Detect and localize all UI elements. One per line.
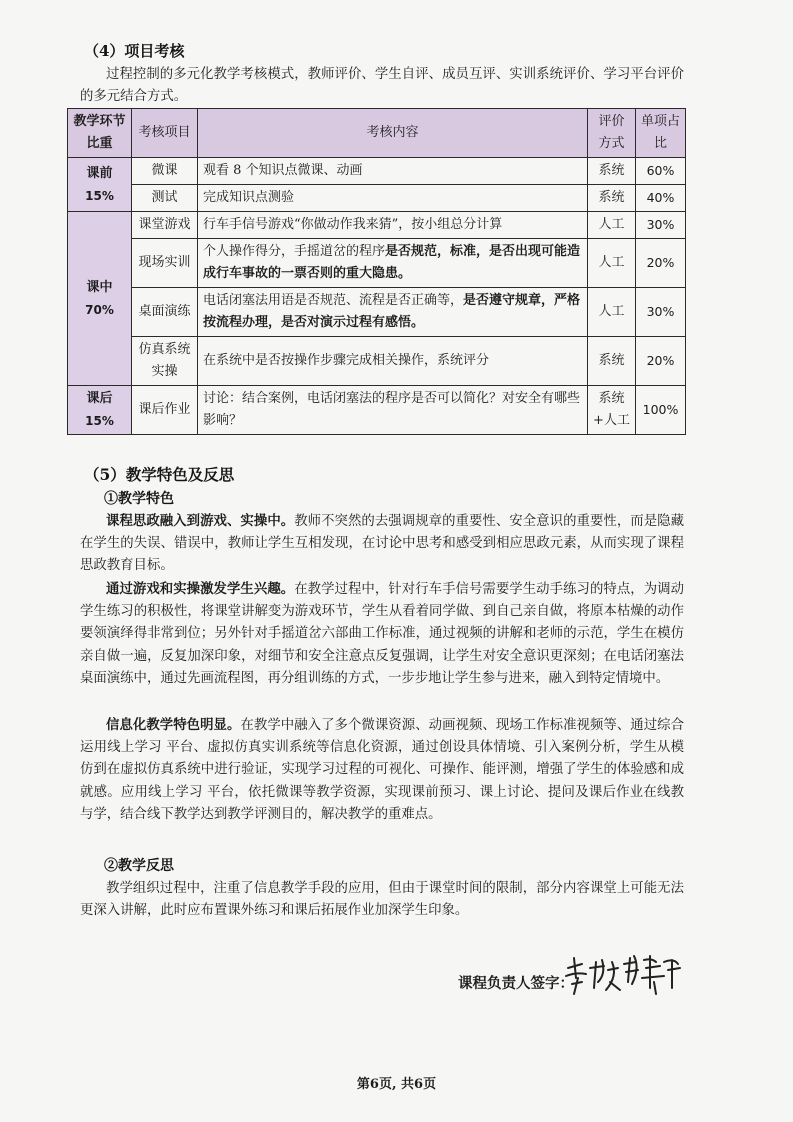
- row-method: 系统: [588, 158, 636, 185]
- paragraph-ideology: [80, 510, 684, 578]
- row-ratio: 60%: [636, 158, 686, 185]
- table-row: [68, 386, 686, 435]
- row-ratio: 20%: [636, 337, 686, 386]
- phase-mid-pct: 70%: [85, 302, 114, 317]
- phase-mid: [68, 212, 132, 386]
- handwritten-signature: [560, 948, 690, 998]
- signature-label: 课程负责人签字：: [458, 975, 574, 992]
- paragraph-interest: [80, 578, 684, 690]
- row-item: 测试: [132, 185, 198, 212]
- phase-pre-name: 课前: [86, 165, 113, 181]
- row-content-plain: 电话闭塞法用语是否规范、流程是否正确等，: [203, 293, 464, 308]
- section4-title: （4）项目考核: [84, 42, 185, 60]
- row-method: 系统+人工: [588, 386, 636, 435]
- table-row: [68, 288, 686, 337]
- section4-intro: 过程控制的多元化教学考核模式，教师评价、学生自评、成员互评、实训系统评价、学习平台评价的多元结合方式。: [80, 67, 684, 105]
- paragraph-informatization-lead: 信息化教学特色明显。: [106, 717, 241, 733]
- paragraph-informatization-text: 在教学中融入了多个微课资源、动画视频、现场工作标准视频等、通过综合运用线上学习 平台、虚拟仿真实训系统等信息化资源，通过创设具体情境、引入案例分析，学生从模仿到在虚拟仿真系统中进行验证，实现学习过程的可视化、可操作、能评测，增强了学生的体验感和成就感。应用线上学习 平台，依托微课等教学资源，实现课前预习、课上讨论、提问及课后作业在线教与学，结合线下教学达到教学评测目的，解决教学的重难点。: [80, 718, 685, 822]
- row-content: [198, 288, 588, 337]
- row-method: 人工: [588, 212, 636, 239]
- phase-post-pct: 15%: [85, 414, 114, 428]
- header-item: 考核项目: [132, 109, 198, 158]
- row-item: 微课: [132, 158, 198, 185]
- phase-pre-pct: 15%: [85, 188, 114, 203]
- phase-post: [68, 386, 132, 435]
- table-row: [68, 185, 686, 212]
- paragraph-ideology-lead: 课程思政融入到游戏、实操中。: [106, 513, 295, 529]
- row-content-plain: 个人操作得分，手摇道岔的程序: [203, 244, 386, 259]
- paragraph-informatization: [80, 714, 684, 826]
- header-phase: 教学环节比重: [68, 109, 132, 158]
- paragraph-reflection: 教学组织过程中，注重了信息教学手段的应用，但由于课堂时间的限制，部分内容课堂上可能无法更深入讲解，此时应布置课外练习和课后拓展作业加深学生印象。: [80, 881, 684, 919]
- header-ratio: 单项占比: [636, 109, 686, 158]
- row-item: 仿真系统实操: [132, 337, 198, 386]
- row-content: 完成知识点测验: [198, 185, 588, 212]
- section5-sub2: ②教学反思: [104, 858, 174, 874]
- phase-pre: [68, 158, 132, 212]
- page-footer: 第6页, 共6页: [356, 1077, 437, 1092]
- row-item: 课后作业: [132, 386, 198, 435]
- table-header-row: [68, 109, 686, 158]
- assessment-table: [67, 108, 686, 435]
- row-ratio: 40%: [636, 185, 686, 212]
- row-content-bold: 是否规范，标准，是否出现可能造成行车事故的一票否则的重大隐患。: [203, 244, 581, 281]
- table-row: [68, 158, 686, 185]
- row-content: [198, 239, 588, 288]
- header-content: 考核内容: [198, 109, 588, 158]
- header-method: 评价方式: [588, 109, 636, 158]
- row-method: 人工: [588, 239, 636, 288]
- phase-post-name: 课后: [86, 391, 113, 406]
- row-ratio: 30%: [636, 212, 686, 239]
- paragraph-interest-lead: 通过游戏和实操激发学生兴趣。: [106, 581, 295, 597]
- table-row: [68, 337, 686, 386]
- section5-sub1: ①教学特色: [104, 491, 174, 507]
- row-content: 观看 8 个知识点微课、动画: [198, 158, 588, 185]
- row-content: 讨论：结合案例，电话闭塞法的程序是否可以简化？对安全有哪些影响？: [198, 386, 588, 435]
- table-row: [68, 212, 686, 239]
- row-item: 桌面演练: [132, 288, 198, 337]
- row-ratio: 100%: [636, 386, 686, 435]
- table-row: [68, 239, 686, 288]
- paragraph-ideology-text: 教师不突然的去强调规章的重要性、安全意识的重要性，而是隐藏在学生的失误、错误中，教师让学生互相发现，在讨论中思考和感受到相应思政元素，从而实现了课程思政教育目标。: [80, 514, 684, 574]
- row-content: 在系统中是否按操作步骤完成相关操作，系统评分: [198, 337, 588, 386]
- section5-title: （5）教学特色及反思: [84, 465, 235, 484]
- row-ratio: 30%: [636, 288, 686, 337]
- row-content: 行车手信号游戏“你做动作我来猜”，按小组总分计算: [198, 212, 588, 239]
- row-method: 系统: [588, 185, 636, 212]
- row-item: 现场实训: [132, 239, 198, 288]
- row-method: 系统: [588, 337, 636, 386]
- paragraph-interest-text: 在教学过程中，针对行车手信号需要学生动手练习的特点，为调动学生练习的积极性，将课堂讲解变为游戏环节，学生从看着同学做、到自己亲自做，将原本枯燥的动作要领演绎得非常到位；另外针对手摇道岔六部曲工作标准，通过视频的讲解和老师的示范，学生在模仿亲自做一遍，反复加深印象，对细节和安全注意点反复强调，让学生对安全意识更深刻；在电话闭塞法桌面演练中，通过先画流程图，再分组训练的方式，一步步地让学生参与进来，融入到特定情境中。: [80, 582, 684, 686]
- row-ratio: 20%: [636, 239, 686, 288]
- row-method: 人工: [588, 288, 636, 337]
- phase-mid-name: 课中: [86, 279, 113, 295]
- row-item: 课堂游戏: [132, 212, 198, 239]
- row-content-bold: 是否遵守规章，严格按流程办理，是否对演示过程有感悟。: [203, 293, 581, 330]
